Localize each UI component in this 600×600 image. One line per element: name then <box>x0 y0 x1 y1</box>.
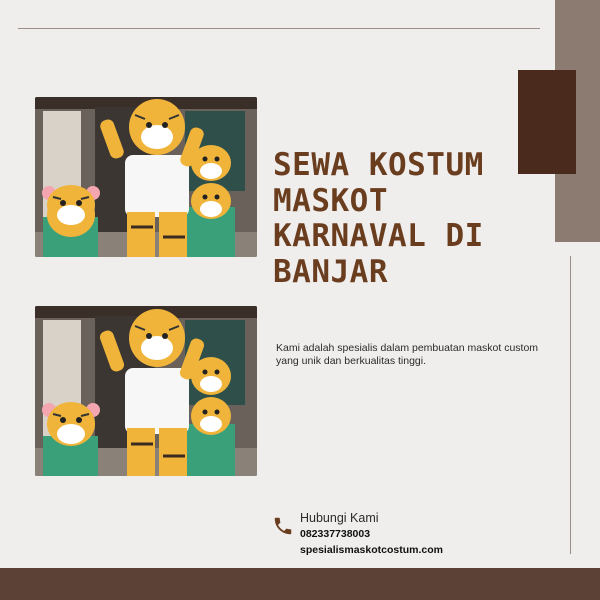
bottom-decorative-band <box>0 568 600 600</box>
contact-label: Hubungi Kami <box>300 511 379 525</box>
top-divider-line <box>18 28 540 29</box>
description-text: Kami adalah spesialis dalam pembuatan maskot custom yang unik dan berkualitas tinggi. <box>276 342 539 367</box>
mascot-photo-top <box>35 97 257 257</box>
headline-line-3: KARNAVAL DI <box>273 218 484 254</box>
vertical-divider-line <box>570 256 571 554</box>
contact-website[interactable]: spesialismaskotcostum.com <box>300 544 443 556</box>
phone-icon <box>272 513 294 539</box>
headline-line-4: BANJAR <box>273 253 388 290</box>
headline <box>273 148 533 290</box>
headline-line-1: SEWA KOSTUM <box>273 147 484 183</box>
mascot-photo-bottom <box>35 306 257 476</box>
contact-phone[interactable]: 082337738003 <box>300 528 371 540</box>
headline-line-2: MASKOT <box>273 182 388 219</box>
